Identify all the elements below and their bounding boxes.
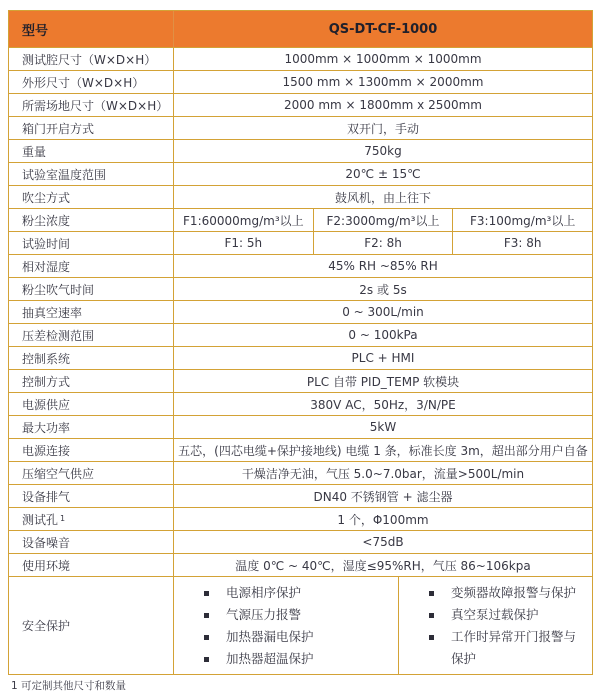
spec-label: 控制方式 bbox=[9, 370, 174, 392]
spec-label-text: 测试孔 bbox=[22, 512, 59, 527]
list-item-text: 加热器超温保护 bbox=[226, 651, 314, 666]
spec-label: 吹尘方式 bbox=[9, 186, 174, 208]
spec-label: 抽真空速率 bbox=[9, 301, 174, 323]
list-item bbox=[174, 582, 398, 604]
spec-subvalue-f3: F3: 8h bbox=[452, 232, 592, 254]
square-bullet-icon bbox=[204, 613, 209, 618]
list-item-text: 真空泵过载保护 bbox=[451, 607, 539, 622]
spec-row-test-hole bbox=[9, 507, 592, 530]
spec-label: 试验时间 bbox=[9, 232, 174, 254]
list-item bbox=[399, 626, 592, 670]
spec-value: PLC + HMI bbox=[351, 351, 415, 365]
spec-label: 使用环境 bbox=[9, 554, 174, 576]
spec-row bbox=[9, 70, 592, 93]
spec-value: 1 个，Φ100mm bbox=[337, 512, 429, 527]
square-bullet-icon bbox=[429, 613, 434, 618]
spec-value: 0 ~ 100kPa bbox=[348, 328, 418, 342]
list-item-text: 气源压力报警 bbox=[226, 607, 302, 622]
spec-label: 设备噪音 bbox=[9, 531, 174, 553]
table-header-row bbox=[9, 11, 592, 47]
spec-label: 电源供应 bbox=[9, 393, 174, 415]
spec-row bbox=[9, 300, 592, 323]
spec-row bbox=[9, 530, 592, 553]
spec-row bbox=[9, 415, 592, 438]
spec-label: 粉尘吹气时间 bbox=[9, 278, 174, 300]
spec-label: 电源连接 bbox=[9, 439, 174, 461]
spec-row bbox=[9, 392, 592, 415]
spec-label: 所需场地尺寸（W×D×H） bbox=[9, 94, 174, 116]
spec-value: 1000mm × 1000mm × 1000mm bbox=[284, 52, 482, 66]
spec-row bbox=[9, 277, 592, 300]
spec-label: 最大功率 bbox=[9, 416, 174, 438]
spec-row bbox=[9, 346, 592, 369]
spec-label: 测试腔尺寸（W×D×H） bbox=[9, 48, 174, 70]
spec-row bbox=[9, 461, 592, 484]
spec-row bbox=[9, 139, 592, 162]
spec-row bbox=[9, 323, 592, 346]
spec-subvalue-f2: F2:3000mg/m³以上 bbox=[313, 209, 453, 231]
spec-label: 外形尺寸（W×D×H） bbox=[9, 71, 174, 93]
spec-row-dust-concentration bbox=[9, 208, 592, 231]
square-bullet-icon bbox=[429, 635, 434, 640]
spec-subvalue-f2: F2: 8h bbox=[313, 232, 453, 254]
spec-row-safety-protection bbox=[9, 576, 592, 674]
spec-label: 试验室温度范围 bbox=[9, 163, 174, 185]
spec-value: 380V AC，50Hz，3/N/PE bbox=[310, 397, 456, 412]
spec-subvalue-f3: F3:100mg/m³以上 bbox=[452, 209, 592, 231]
spec-subvalue-f1: F1: 5h bbox=[224, 236, 263, 250]
list-item bbox=[174, 604, 398, 626]
list-item-text: 变频器故障报警与保护 bbox=[451, 585, 577, 600]
spec-value: 20℃ ± 15℃ bbox=[345, 167, 421, 181]
square-bullet-icon bbox=[204, 591, 209, 596]
spec-label: 粉尘浓度 bbox=[9, 209, 174, 231]
spec-label: 相对湿度 bbox=[9, 255, 174, 277]
spec-value: 45% RH ~85% RH bbox=[328, 259, 438, 273]
spec-value: 2000 mm × 1800mm x 2500mm bbox=[284, 98, 482, 112]
spec-value: <75dB bbox=[362, 535, 404, 549]
spec-label: 箱门开启方式 bbox=[9, 117, 174, 139]
spec-value: 750kg bbox=[364, 144, 402, 158]
spec-value: 2s 或 5s bbox=[359, 282, 407, 297]
spec-label: 压差检测范围 bbox=[9, 324, 174, 346]
list-item bbox=[174, 648, 398, 670]
list-item-text: 电源相序保护 bbox=[226, 585, 302, 600]
square-bullet-icon bbox=[429, 591, 434, 596]
table-footnote: 1 可定制其他尺寸和数量 bbox=[11, 680, 127, 692]
spec-row-test-time bbox=[9, 231, 592, 254]
list-item-text: 加热器漏电保护 bbox=[226, 629, 314, 644]
spec-row bbox=[9, 369, 592, 392]
list-item bbox=[399, 604, 592, 626]
spec-value: 干燥洁净无油，气压 5.0~7.0bar，流量>500L/min bbox=[241, 466, 525, 481]
spec-label: 设备排气 bbox=[9, 485, 174, 507]
spec-row bbox=[9, 116, 592, 139]
model-number: QS-DT-CF-1000 bbox=[328, 21, 438, 37]
spec-value: 鼓风机，由上往下 bbox=[334, 190, 431, 205]
spec-row bbox=[9, 254, 592, 277]
spec-row bbox=[9, 47, 592, 70]
spec-subvalue-f1: F1:60000mg/m³以上 bbox=[183, 213, 304, 228]
spec-row bbox=[9, 93, 592, 116]
spec-value: 0 ~ 300L/min bbox=[342, 305, 424, 319]
spec-label: 重量 bbox=[9, 140, 174, 162]
spec-value: 温度 0℃ ~ 40℃，湿度≤95%RH，气压 86~106kpa bbox=[235, 558, 531, 573]
square-bullet-icon bbox=[204, 635, 209, 640]
spec-value: 5kW bbox=[369, 420, 397, 434]
safety-list-right bbox=[399, 577, 592, 674]
spec-label: 控制系统 bbox=[9, 347, 174, 369]
spec-table bbox=[8, 10, 593, 675]
spec-label: 安全保护 bbox=[9, 577, 174, 674]
list-item bbox=[174, 626, 398, 648]
square-bullet-icon bbox=[204, 657, 209, 662]
spec-row bbox=[9, 162, 592, 185]
spec-row bbox=[9, 553, 592, 576]
spec-row bbox=[9, 438, 592, 461]
spec-value: DN40 不锈钢管 + 滤尘器 bbox=[313, 489, 453, 504]
list-item-text: 工作时异常开门报警与保护 bbox=[451, 629, 577, 666]
header-label: 型号 bbox=[9, 11, 174, 47]
spec-value: 1500 mm × 1300mm × 2000mm bbox=[282, 75, 484, 89]
spec-value: 五芯，(四芯电缆+保护接地线) 电缆 1 条，标准长度 3m，超出部分用户自备 bbox=[178, 443, 588, 458]
list-item bbox=[399, 582, 592, 604]
spec-label bbox=[9, 508, 174, 530]
footnote-marker: 1 bbox=[60, 513, 66, 523]
spec-row bbox=[9, 484, 592, 507]
spec-label: 压缩空气供应 bbox=[9, 462, 174, 484]
safety-list-left bbox=[174, 577, 399, 674]
spec-row bbox=[9, 185, 592, 208]
spec-value: PLC 自带 PID_TEMP 软模块 bbox=[306, 374, 460, 389]
spec-value: 双开门，手动 bbox=[346, 121, 419, 136]
